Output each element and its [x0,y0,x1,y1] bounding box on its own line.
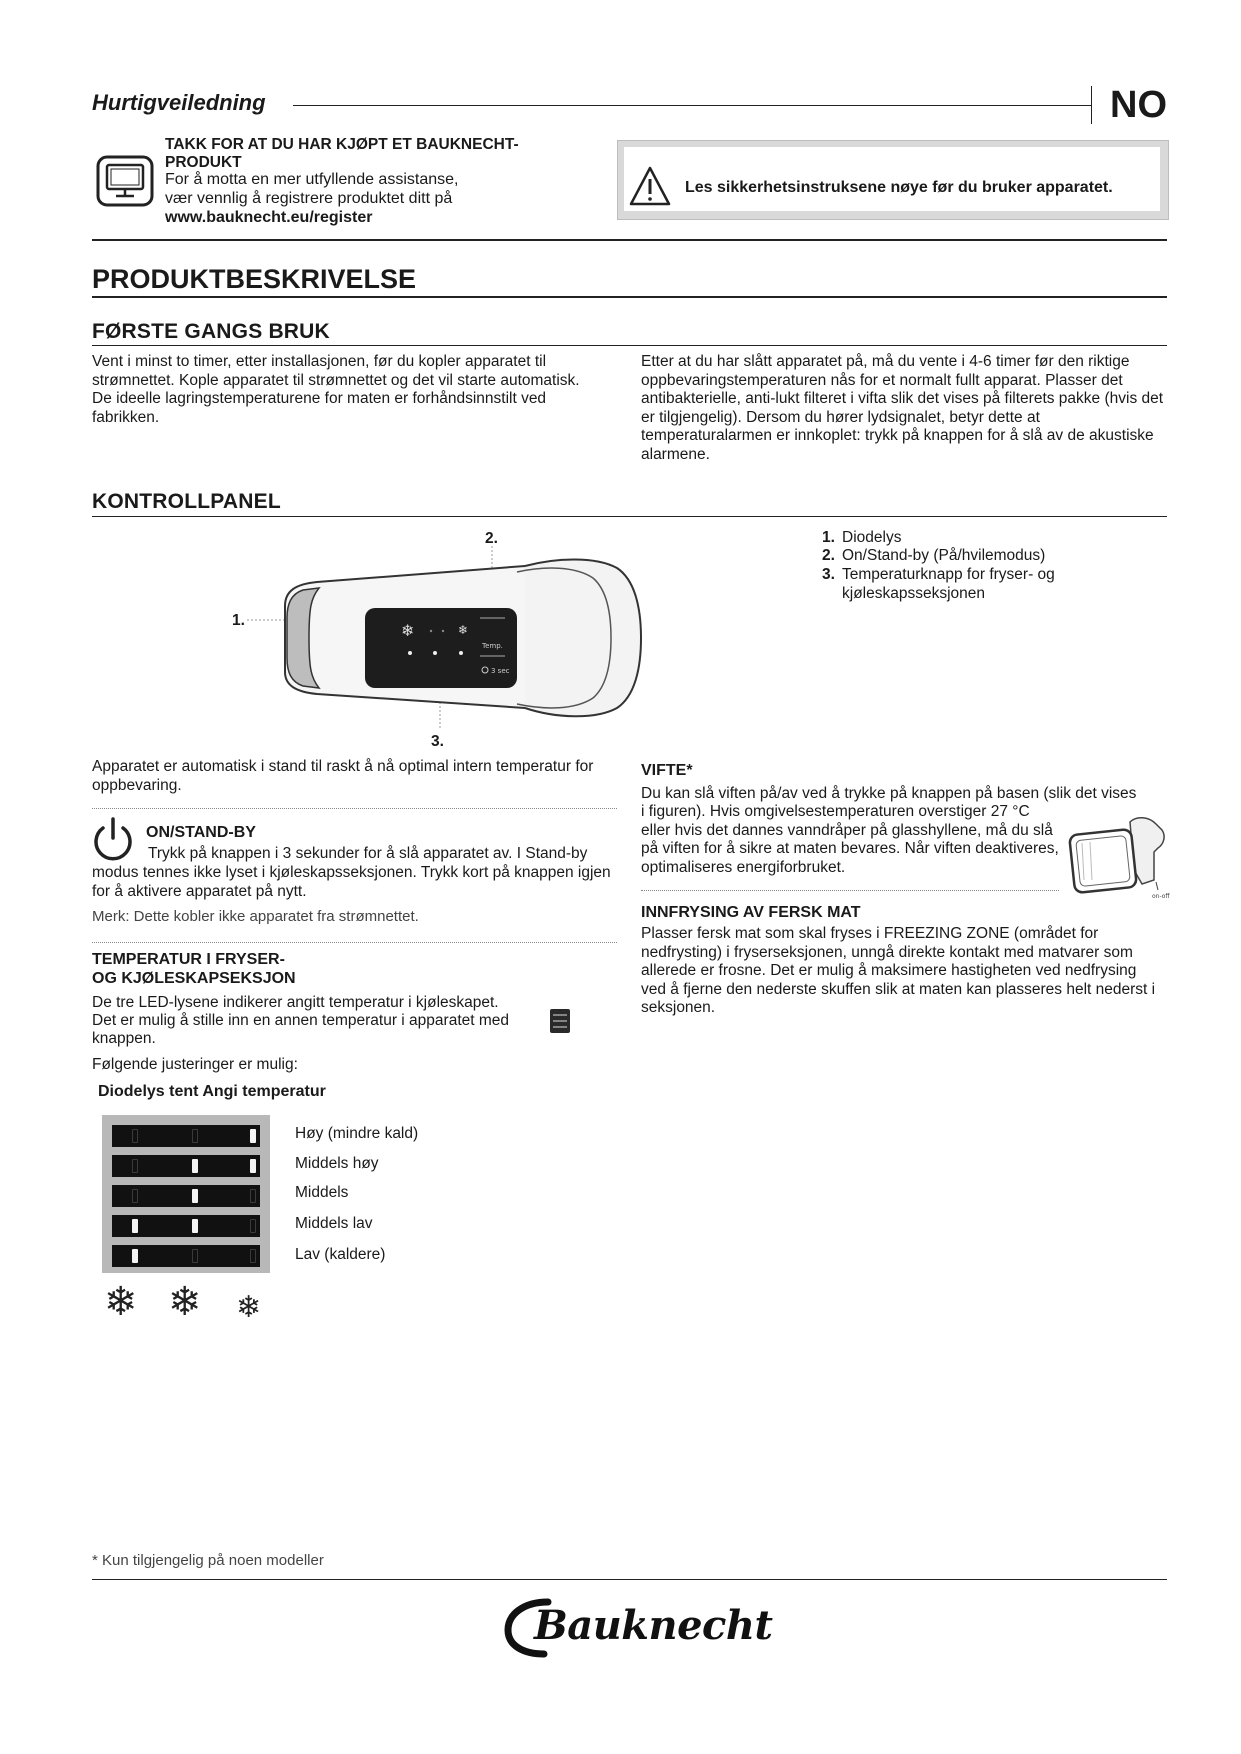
control-panel-rule [92,516,1167,517]
fan-text-full: Du kan slå viften på/av ved å trykke på knappen på basen (slik det vises [641,785,1137,802]
on-standby-title: ON/STAND-BY [146,824,256,841]
level-label-3: Middels [295,1184,349,1201]
snowflake-small-icon: ❄ [236,1290,262,1325]
auto-temperature-text: Apparatet er automatisk i stand til raskt å nå optimal intern temperatur for oppbevaring. [92,758,594,794]
temperature-text-4: Følgende justeringer er mulig: [92,1056,298,1073]
bauknecht-logo [504,1596,773,1658]
on-standby-text-first: Trykk på knappen i 3 sekunder for å slå apparatet av. I Stand-by [148,845,588,862]
control-panel-title: KONTROLLPANEL [92,490,281,513]
level-label-1: Høy (mindre kald) [295,1125,419,1142]
level-label-2: Middels høy [295,1155,379,1172]
registration-link[interactable]: www.bauknecht.eu/register [165,209,373,226]
fresh-freezing-text: Plasser fersk mat som skal fryses i FREEZING ZONE (området for nedfrysting) i fryserseksjonen, unngå direkte kontakt med matvarer som allerede er frosne. Det er mulig å maksimere hastigheten ved nedfrysing ved å fjerne den nederste skuffen slik at maten kan plasseres helt nederst i seksjonen. [641,925,1156,1017]
footnote: * Kun tilgjengelig på noen modeller [92,1552,324,1569]
first-use-right-text: Etter at du har slått apparatet på, må du vente i 4-6 timer før den riktige oppbevaringstemperaturen nås for et normalt fullt apparat. Plasser det antibakterielle, anti-lukt filteret i vifta slik det vises på filterets pakke (hvis det er tilgjengelig). Dersom du hører lydsignalet, betyr dette at temperaturalarmen er innkoplet: trykk på knappen for å slå av de akustiske alarmene. [641,353,1164,463]
control-panel-illustration [225,528,645,753]
header-rule-end [1091,86,1092,124]
snowflake-icon: ❄ [104,1279,138,1325]
led-row-5 [112,1245,260,1267]
callout-1: 1. [232,612,245,629]
legend-item-1: 1. Diodelys [822,529,902,546]
svg-text:❄: ❄ [401,621,415,640]
fan-text-wrapped: i figuren). Hvis omgivelsestemperaturen overstiger 27 °C eller hvis det dannes vanndråper på glasshyllene, må du slå på viften for å sikre at maten bevares. Når viften deaktiveres, optimaliseres energiforbruket. [641,803,1059,876]
language-code: NO [1110,84,1167,126]
product-description-title: PRODUKTBESKRIVELSE [92,264,417,294]
led-table-header: Diodelys tent Angi temperatur [98,1083,326,1100]
fresh-freezing-title: INNFRYSING AV FERSK MAT [641,904,861,921]
header-title: Hurtigveiledning [92,90,266,115]
first-use-left-text: Vent i minst to timer, etter installasjonen, før du kopler apparatet til strømnettet. Kople apparatet til strømnettet og det vil starte automatisk. De ideelle lagringstemperaturene for maten er forhåndsinnstilt ved fabrikken. [92,353,580,426]
fan-divider [641,890,1059,891]
callout-3: 3. [431,733,444,750]
led-settings-grid [102,1115,270,1273]
registration-heading: TAKK FOR AT DU HAR KJØPT ET BAUKNECHT-PRODUKT [165,136,519,171]
snowflake-icon: ❄ [168,1279,202,1325]
temperature-title-2: OG KJØLESKAPSEKSJON [92,970,296,987]
registration-rule [92,239,1167,241]
fan-onoff-label: on-off [1152,893,1170,900]
footer-rule [92,1579,1167,1580]
product-description-rule [92,296,1167,298]
registration-text-1: For å motta en mer utfyllende assistanse, [165,171,459,188]
first-use-title: FØRSTE GANGS BRUK [92,320,330,343]
led-row-4 [112,1215,260,1237]
registration-text-2: vær vennlig å registrere produktet ditt på [165,190,453,207]
callout-2: 2. [485,530,498,547]
level-label-4: Middels lav [295,1215,373,1232]
panel-temp-label: Temp. [482,642,503,650]
fan-title: VIFTE* [641,762,693,779]
temperature-text-1: De tre LED-lysene indikerer angitt temperatur i kjøleskapet. [92,994,499,1011]
svg-text:❄: ❄ [458,623,469,637]
fan-illustration [1062,810,1172,900]
logo-text: Bauknecht [534,1602,773,1649]
led-row-3 [112,1185,260,1207]
on-standby-note: Merk: Dette kobler ikke apparatet fra strømnettet. [92,908,419,925]
first-use-rule [92,345,1167,346]
led-row-1 [112,1125,260,1147]
header-rule [293,105,1091,106]
level-label-5: Lav (kaldere) [295,1246,386,1263]
temperature-text-2: Det er mulig å stille inn en annen temperatur i apparatet med [92,1012,510,1029]
safety-notice-box [617,140,1169,220]
legend-item-2: 2. On/Stand-by (På/hvilemodus) [822,547,1046,564]
auto-text-divider [92,808,617,809]
led-row-2 [112,1155,260,1177]
temperature-text-3: knappen. [92,1030,156,1047]
on-standby-text-rest: modus tennes ikke lyset i kjøleskapsseksjonen. Trykk kort på knappen igjen for å aktivere apparatet på nytt. [92,864,611,900]
monitor-icon [96,155,154,207]
warning-triangle-icon [628,165,672,207]
panel-sec-label: 3 sec [491,667,510,675]
temperature-title-1: TEMPERATUR I FRYSER- [92,951,285,968]
safety-notice-text: Les sikkerhetsinstruksene nøye før du bruker apparatet. [685,179,1113,196]
temp-button-icon [549,1008,571,1034]
power-icon [91,816,135,862]
on-standby-divider [92,942,617,943]
legend-item-3: 3. Temperaturknapp for fryser- og kjøleskapsseksjonen [822,566,1055,602]
